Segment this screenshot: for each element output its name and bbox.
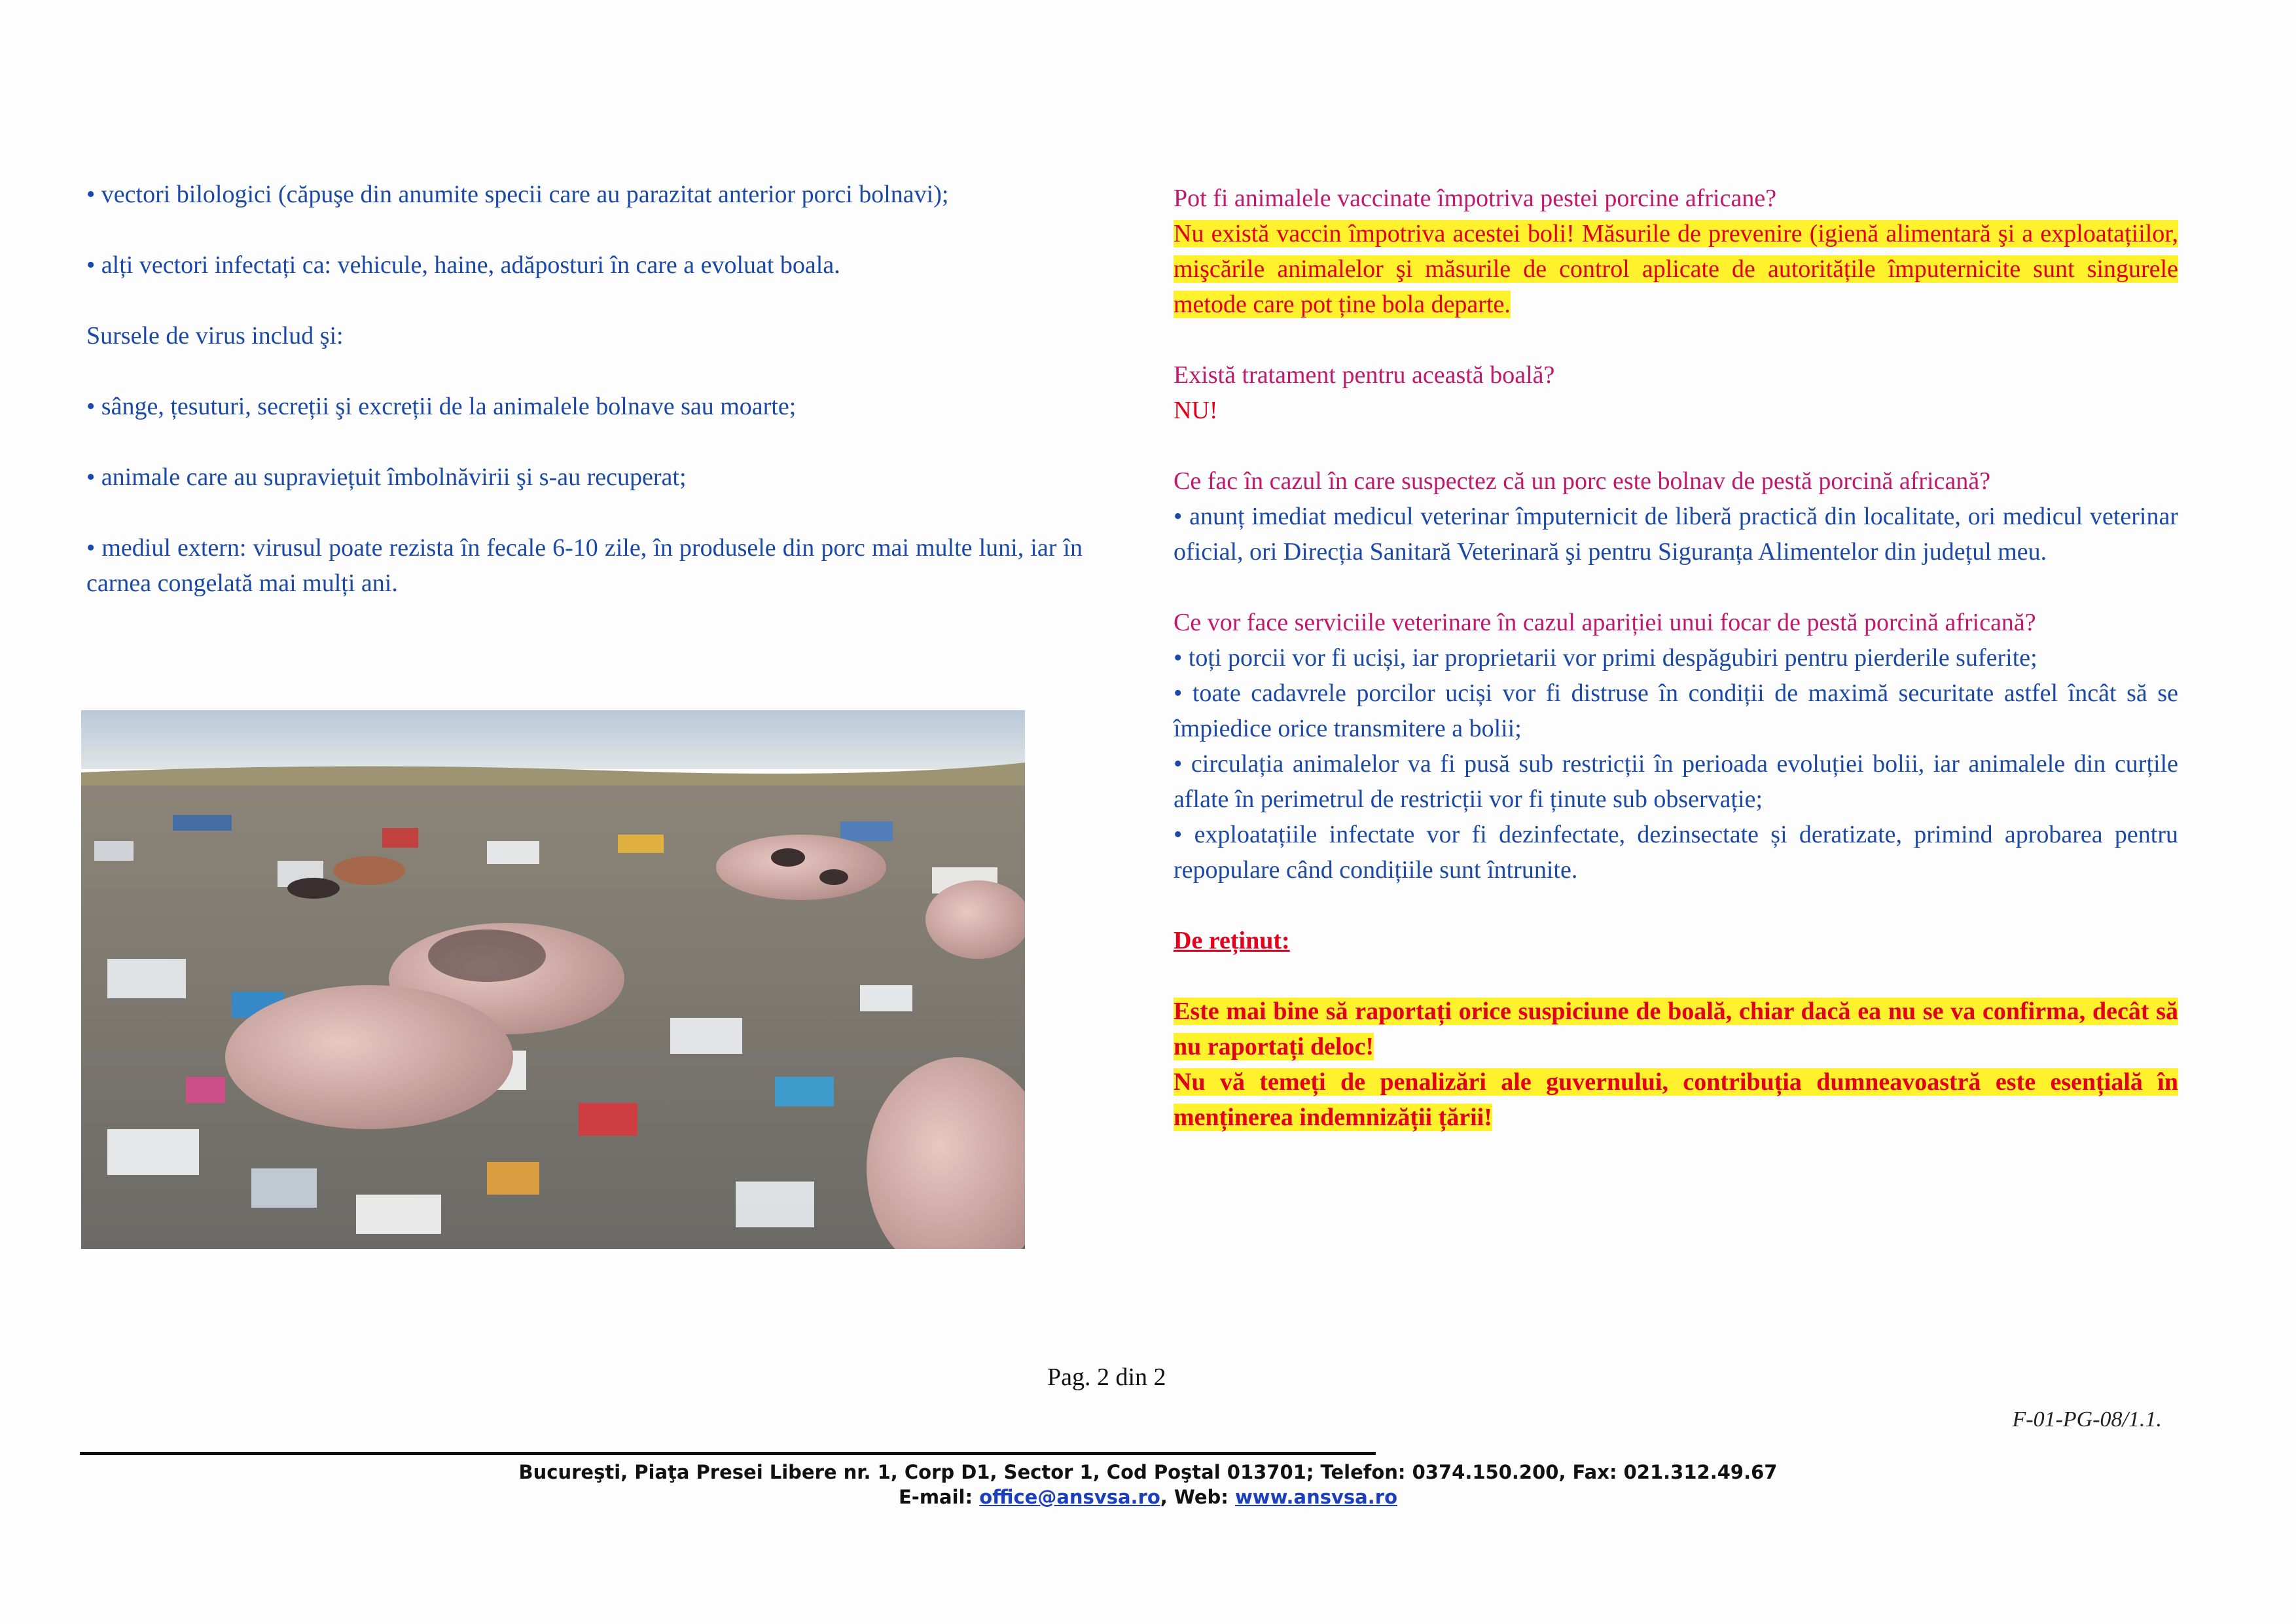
paragraph-blood-tissues: • sânge, țesuturi, secreții şi excreții de la animalele bolnave sau moarte; [86, 393, 797, 420]
question-vet-services: Ce vor face serviciile veterinare în cazul apariției unui focar de pestă porcină africană? [1174, 609, 2036, 636]
paragraph-surviving-animals: • animale care au supraviețuit îmbolnăvirii şi s-au recuperat; [86, 463, 687, 491]
question-suspect-pig: Ce fac în cazul în care suspectez că un porc este bolnav de pestă porcină africană? [1174, 467, 1991, 495]
answer-notify-vet: • anunț imediat medicul veterinar împuternicit de liberă practică din localitate, ori medicul veterinar oficial, ori Direcția Sanitară Veterinară şi pentru Siguranța Alimentelor din județul meu. [1174, 503, 2178, 566]
left-column [86, 177, 1083, 601]
answer-carcasses-destroyed: • toate cadavrele porcilor uciși vor fi distruse în condiții de maximă securitate astfel încât să se împiedice orice transmitere a bolii; [1174, 679, 2178, 742]
web-label: , Web: [1160, 1486, 1229, 1508]
email-link[interactable]: office@ansvsa.ro [979, 1486, 1160, 1508]
page-number: Pag. 2 din 2 [1047, 1363, 1166, 1391]
retain-report-suspicion: Este mai bine să raportați orice suspiciune de boală, chiar dacă ea nu se va confirma, decât să nu raportați deloc! [1174, 998, 2178, 1060]
email-label: E-mail: [898, 1486, 973, 1508]
paragraph-virus-sources: Sursele de virus includ şi: [86, 322, 344, 350]
answer-farms-disinfected: • exploatațiile infectate vor fi dezinfectate, dezinsectate și deratizate, primind aprobarea pentru repopulare când condițiile sunt întrunite. [1174, 821, 2178, 884]
right-column [1174, 181, 2178, 1135]
question-vaccine: Pot fi animalele vaccinate împotriva pestei porcine africane? [1174, 185, 1777, 212]
footer-divider [80, 1452, 1376, 1455]
document-code: F-01-PG-08/1.1. [2012, 1407, 2162, 1432]
paragraph-vectors-biological: • vectori bilologici (căpuşe din anumite specii care au parazitat anterior porci bolnavi); [86, 181, 949, 208]
paragraph-vectors-infected: • alți vectori infectați ca: vehicule, haine, adăposturi în care a evoluat boala. [86, 251, 840, 279]
web-link[interactable]: www.ansvsa.ro [1235, 1486, 1397, 1508]
footer [0, 1460, 2296, 1509]
retain-no-penalties: Nu vă temeți de penalizări ale guvernului, contribuția dumneavoastră este esențială în menținerea indemnizății țării! [1174, 1068, 2178, 1131]
footer-contact [0, 1485, 2296, 1509]
footer-address: Bucureşti, Piaţa Presei Libere nr. 1, Corp D1, Sector 1, Cod Poştal 013701; Telefon: 0374.150.200, Fax: 021.312.49.67 [518, 1461, 1778, 1483]
answer-vaccine: Nu există vaccin împotriva acestei boli! Măsurile de prevenire (igienă alimentară şi a exploatațiilor, mişcările animalelor şi măsurile de control aplicate de autoritățile împuternicite sunt singurele metode care pot ține bola departe. [1174, 220, 2178, 318]
question-treatment: Există tratament pentru această boală? [1174, 361, 1555, 389]
paragraph-external-environment: • mediul extern: virusul poate rezista în fecale 6-10 zile, în produsele din porc mai multe luni, iar în carnea congelată mai mulți ani. [86, 534, 1083, 597]
retain-heading: De reținut: [1174, 927, 1290, 954]
landfill-pigs-photo [81, 710, 1025, 1249]
answer-movement-restricted: • circulația animalelor va fi pusă sub restricții în perioada evoluției bolii, iar animalele din curțile aflate în perimetrul de restricții vor fi ținute sub observație; [1174, 750, 2178, 813]
answer-pigs-killed: • toți porcii vor fi uciși, iar proprietarii vor primi despăgubiri pentru pierderile suferite; [1174, 644, 2037, 672]
answer-treatment: NU! [1174, 397, 1218, 424]
